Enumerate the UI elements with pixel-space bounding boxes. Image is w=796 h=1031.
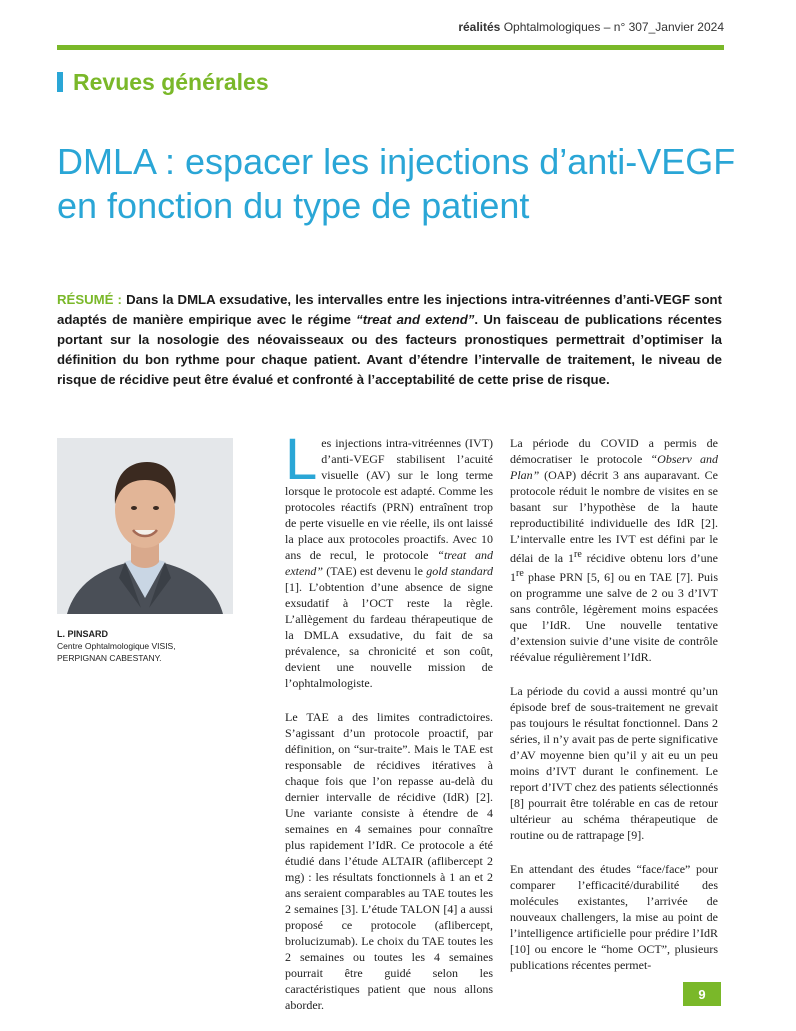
body-text: phase PRN [5, 6] ou en TAE [7]. Puis on programme une salve de 2 ou 3 d’IVT sans contrôle, légèrement moins espacées que l’IdR. Une nouvelle tentative d’extension suivie d’une visite de contrôle réévalue régulièrement l’IdR. <box>510 570 718 664</box>
body-paragraph: Le TAE a des limites contradictoires. S’agissant d’un protocole proactif, par définition, on “sur-traite”. Mais le TAE est responsable de récidives itératives à chaque fois que l’on repasse au-delà du dernier intervalle de récidive (IdR) [2]. Une variante consiste à étendre de 4 semaines en 4 semaines pour connaître plus rapidement l’IdR. Ce protocole a été étudié dans l’étude ALTAIR (aflibercept 2 mg) : les résultats fonctionnels à 1 an et 2 ans seraient comparables au TAE toutes les 2 semaines [3]. L’étude TALON [4] a aussi proposé ce protocole (aflibercept, brolucizumab). Le choix du TAE toutes les 2 semaines ou toutes les 4 semaines pourrait être guidé selon les caractéristiques patient que nous allons aborder. <box>285 710 493 1012</box>
body-column-1 <box>285 427 494 1031</box>
body-italic: “treat and extend” <box>285 548 493 578</box>
body-paragraph <box>510 435 718 665</box>
section-label: Revues générales <box>73 68 269 95</box>
section-tag <box>57 68 269 96</box>
author-name: L. PINSARD <box>57 629 109 639</box>
body-column-2 <box>510 435 718 991</box>
article-title: DMLA : espacer les injections d’anti-VEGF en fonction du type de patient <box>57 141 736 226</box>
abstract-italic: “treat and extend” <box>356 312 475 327</box>
author-portrait-image <box>57 438 233 614</box>
body-italic: gold standard <box>426 564 494 578</box>
body-text: [1]. L’obtention d’une absence de signe exsudatif à l’OCT reste la règle. L’allègement du fardeau thérapeutique de la DMLA exsudative, du fait de sa prévalence, sa chronicité et son coût, devient une nouvelle mission de l’ophtalmologiste. <box>285 580 493 690</box>
body-paragraph <box>285 427 494 691</box>
section-bar <box>57 72 63 92</box>
author-affiliation-2: PERPIGNAN CABESTANY. <box>57 653 162 663</box>
body-paragraph: En attendant des études “face/face” pour comparer l’efficacité/durabilité des molécules existantes, l’arrivée de nouveaux challengers, la mise au point de l’intelligence artificielle pour prédire l’IdR [10] ou encore le “home OCT”, plusieurs publications récentes permet- <box>510 862 718 972</box>
abstract-label: RÉSUMÉ : <box>57 292 122 307</box>
body-text: récidive obtenu lors d’une 1 <box>510 551 718 584</box>
body-text: (OAP) décrit 3 ans auparavant. Ce protocole réduit le nombre de visites en se basant sur l’hypothèse de la haute reproductibilité individuelle des IdR [2]. L’intervalle entre les IVT est défini par le délai de la 1 <box>510 468 718 565</box>
page-number: 9 <box>683 982 721 1006</box>
author-photo <box>57 438 233 614</box>
author-info <box>57 628 233 664</box>
abstract-text-2: . Un faisceau de publications récentes portant sur la nosologie des néovaisseaux ou des facteurs pronostiques permettrait d’optimiser la définition du bon rythme pour chaque patient. Avant d’étendre l’intervalle de traitement, le niveau de risque de récidive peut être évalué et confronté à l’acceptabilité de cette prise de risque. <box>57 312 722 387</box>
abstract-text-1: Dans la DMLA exsudative, les intervalles entre les injections intra-vitréennes d’anti-VEGF sont adaptés de manière empirique avec le régime <box>57 292 722 327</box>
superscript: re <box>574 549 582 560</box>
body-paragraph: La période du covid a aussi montré qu’un épisode bref de sous-traitement ne grevait pas toujours le résultat fonctionnel. Dans 2 séries, il n’y avait pas de perte significative d’AV moyenne bien qu’il y ait eu un peu moins d’IVT durant le confinement. Le report d’IVT chez des patients sélectionnés [8] pourrait être tolérable en cas de retour ultérieur au schéma thérapeutique de routine ou de rattrapage [9]. <box>510 684 718 842</box>
journal-issue: Ophtalmologiques – n° 307_Janvier 2024 <box>503 20 724 34</box>
superscript: re <box>516 568 524 579</box>
body-text: es injections intra-vitréennes (IVT) d’anti-VEGF stabilisent l’acuité visuelle (AV) sur le long terme lorsque le protocole est adapté. Comme les protocoles réactifs (PRN) entraînent trop de perte visuelle en vie réelle, ils ont laissé la place aux protocoles proactifs. Avec 10 ans de recul, le protocole <box>285 436 493 562</box>
abstract <box>57 290 722 390</box>
header-rule <box>57 45 724 50</box>
drop-cap: L <box>285 427 318 492</box>
journal-name-bold: réalités <box>458 20 501 34</box>
running-header <box>60 20 724 34</box>
body-text: (TAE) est devenu le <box>323 564 427 578</box>
body-text: La période du COVID a permis de démocratiser le protocole <box>510 436 718 466</box>
author-affiliation-1: Centre Ophtalmologique VISIS, <box>57 641 176 651</box>
body-italic: “Observ and Plan” <box>510 452 718 482</box>
